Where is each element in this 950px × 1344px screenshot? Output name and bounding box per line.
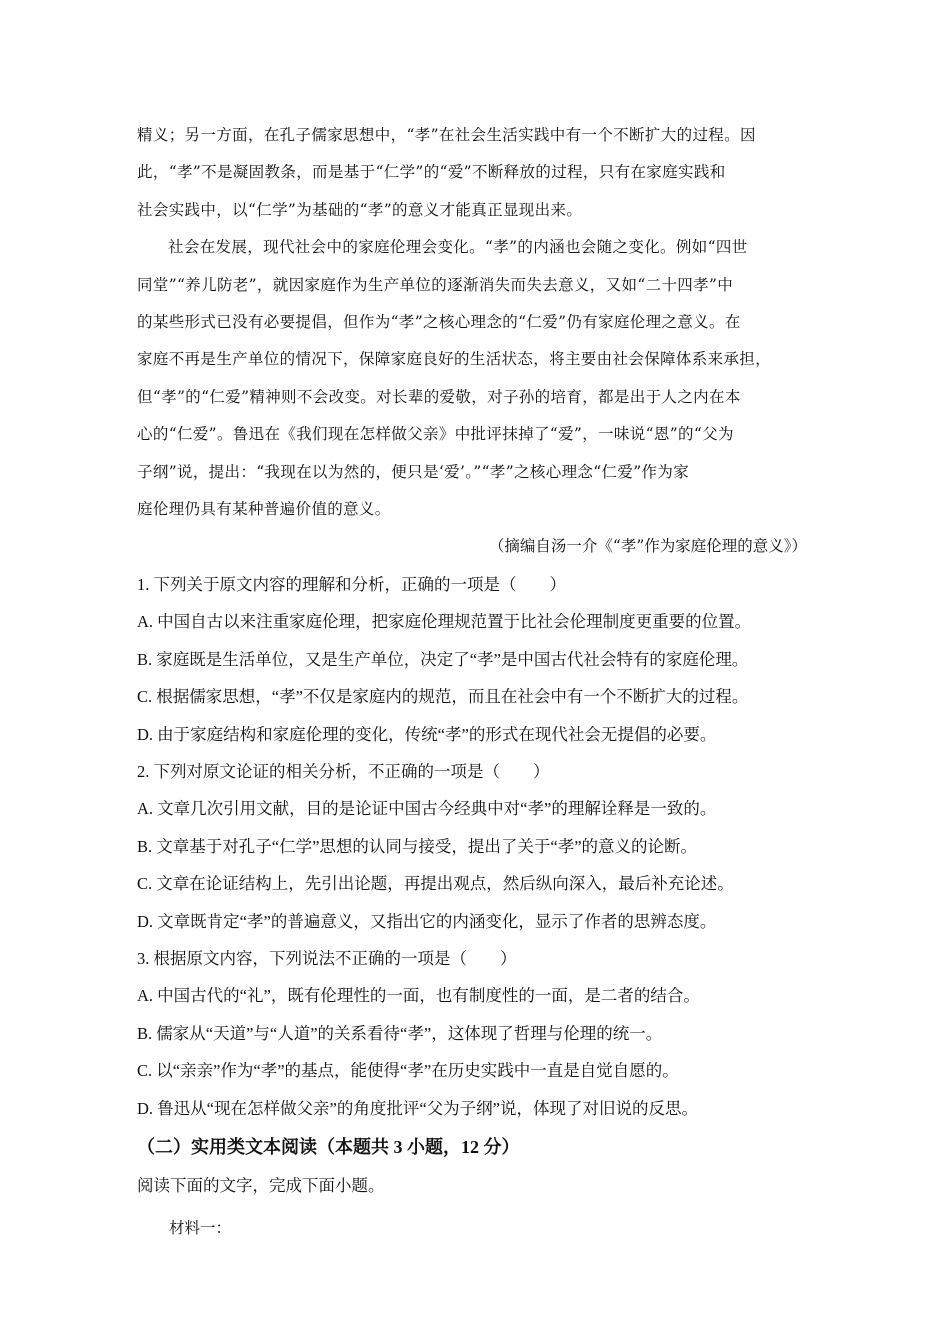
text-line: 社会实践中，以“仁学”为基础的“孝”的意义才能真正显现出来。: [137, 200, 583, 219]
option-b: B. 家庭既是生活单位，又是生产单位，决定了“孝”是中国古代社会特有的家庭伦理。: [137, 649, 749, 669]
text-line: 的某些形式已没有必要提倡，但作为“孝”之核心理念的“仁爱”仍有家庭伦理之意义。在: [137, 313, 741, 332]
text-line: 此，“孝”不是凝固教条，而是基于“仁学”的“爱”不断释放的过程，只有在家庭实践和: [137, 163, 726, 182]
option-d: D. 文章既肯定“孝”的普遍意义，又指出它的内涵变化，显示了作者的思辨态度。: [137, 911, 717, 931]
question-3: [137, 940, 809, 1127]
option-d: D. 鲁迅从“现在怎样做父亲”的角度批评“父为子纲”说，体现了对旧说的反思。: [137, 1098, 698, 1118]
text-line: 但“孝”的“仁爱”精神则不会改变。对长辈的爱敬，对子孙的培育，都是出于人之内在本: [137, 387, 741, 406]
text-line: 社会在发展，现代社会中的家庭伦理会变化。“孝”的内涵也会随之变化。例如“四世: [168, 238, 748, 257]
passage-paragraph-2: [137, 229, 809, 528]
text-line: 庭伦理仍具有某种普遍价值的意义。: [137, 500, 391, 519]
option-b: B. 文章基于对孔子“仁学”思想的认同与接受，提出了关于“孝”的意义的论断。: [137, 836, 698, 856]
question-stem: 2. 下列对原文论证的相关分析，不正确的一项是（ ）: [137, 761, 550, 781]
option-c: C. 文章在论证结构上，先引出论题，再提出观点，然后纵向深入，最后补充论述。: [137, 874, 734, 894]
text-line: 心的“仁爱”。鲁迅在《我们现在怎样做父亲》中批评抹掉了“爱”，一味说“恩”的“父为: [137, 425, 734, 444]
option-a: A. 中国古代的“礼”，既有伦理性的一面，也有制度性的一面，是二者的结合。: [137, 986, 700, 1006]
option-c: C. 根据儒家思想，“孝”不仅是家庭内的规范，而且在社会中有一个不断扩大的过程。: [137, 687, 749, 707]
option-c: C. 以“亲亲”作为“孝”的基点，能使得“孝”在历史实践中一直是自觉自愿的。: [137, 1061, 679, 1081]
material-label: 材料一：: [169, 1219, 232, 1238]
question-2: [137, 753, 809, 940]
text-line: 子纲”说，提出：“我现在以为然的，便只是‘爱’。”“孝”之核心理念“仁爱”作为家: [137, 462, 690, 481]
option-d: D. 由于家庭结构和家庭伦理的变化，传统“孝”的形式在现代社会无提倡的必要。: [137, 724, 717, 744]
text-line: 同堂”“养儿防老”，就因家庭作为生产单位的逐渐消失而失去意义，又如“二十四孝”中: [137, 275, 734, 294]
section-title: （二）实用类文本阅读（本题共 3 小题，12 分）: [137, 1136, 520, 1157]
section-instruction: 阅读下面的文字，完成下面小题。: [137, 1175, 385, 1195]
text-line: 家庭不再是生产单位的情况下，保障家庭良好的生活状态，将主要由社会保障体系来承担，: [137, 350, 772, 369]
page-content: [137, 117, 809, 1248]
text-line: 精义；另一方面，在孔子儒家思想中，“孝”在社会生活实践中有一个不断扩大的过程。因: [137, 126, 756, 144]
passage-paragraph-1: [137, 117, 809, 229]
option-a: A. 中国自古以来注重家庭伦理，把家庭伦理规范置于比社会伦理制度更重要的位置。: [137, 612, 752, 632]
option-a: A. 文章几次引用文献，目的是论证中国古今经典中对“孝”的理解诠释是一致的。: [137, 799, 717, 819]
option-b: B. 儒家从“天道”与“人道”的关系看待“孝”，这体现了哲理与伦理的统一。: [137, 1023, 663, 1043]
question-stem: 1. 下列关于原文内容的理解和分析，正确的一项是（ ）: [137, 574, 566, 594]
passage-source: （摘编自汤一介《“孝”作为家庭伦理的意义》）: [488, 537, 807, 556]
question-1: [137, 566, 809, 753]
question-stem: 3. 根据原文内容，下列说法不正确的一项是（ ）: [137, 948, 517, 968]
